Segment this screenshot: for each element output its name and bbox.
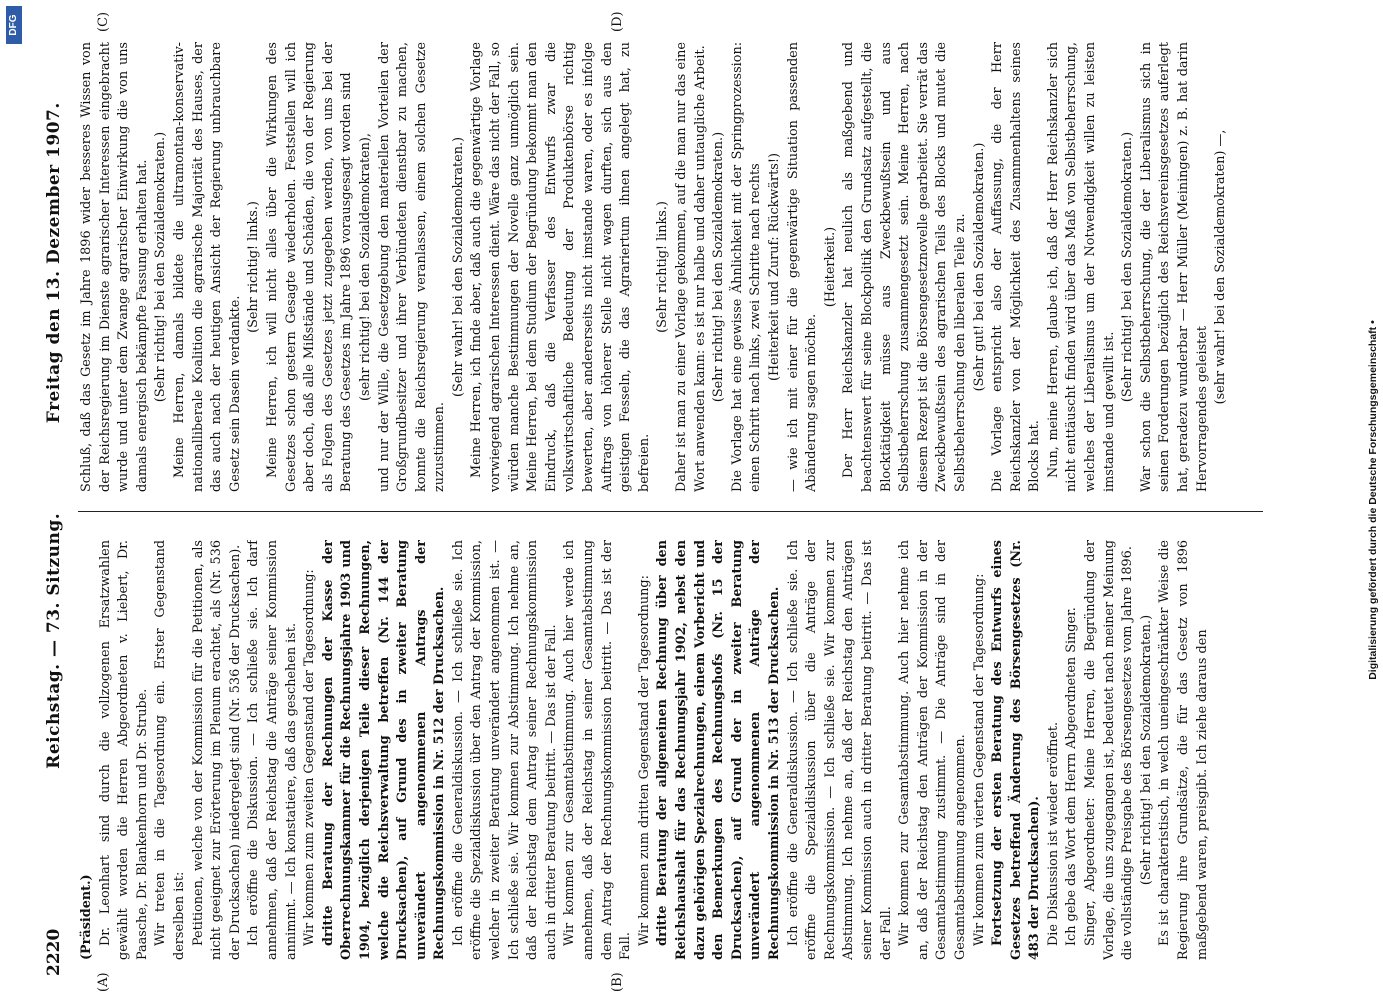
paragraph: Dr. Leonhart sind durch die vollzogenen Ersatzwahlen gewählt worden die Herren Abgeordneten v. Liebert, Dr. Paasche, Dr. Blankenhorn und Dr. Strube. [97,540,150,960]
margin-label-d: (D) [610,11,625,32]
paragraph: Schluß, daß das Gesetz im Jahre 1896 wider besseres Wissen von der Reichsregierung im Dienste agrarischer Interessen eingebracht wurde und unter dem Zwange agrarischer Einwirkung die von uns damals energisch bekämpfte Fassung erhalten hat. [79,42,150,492]
paragraph: Wir kommen zur Gesamtabstimmung. Auch hier werde ich annehmen, daß der Reichstag in seiner Gesamtabstimmung dem Antrag der Rechnungskommission beitritt. — Das ist der Fall. [562,540,634,960]
paragraph: und nur der Wille, die Gesetzgebung den materiellen Vorteilen der Großgrundbesitzer und ihrer Verbündeten dienstbar zu machen, konnte die Reichsregierung veranlassen, einem solchen Gesetze zuzustimmen. [376,42,448,492]
paragraph: Ich eröffne die Generaldiskussion. — Ich schließe sie. Ich eröffne die Spezialdiskussion über die Anträge der Rechnungskommission. — Ich schließe sie. Wir kommen zur Abstimmung. Ich nehme an, daß der Reichstag den Anträgen seiner Kommission auch in dritter Beratung beitritt. — Das ist der Fall. [785,540,894,960]
right-text-column [78,42,1263,492]
paragraph: (Präsident.) [79,874,94,960]
paragraph: Der Herr Reichskanzler hat neulich als maßgebend und beachtenswert für seine Blockpolitik den Grundsatz aufgestellt, die Blocktätigkeit müsse aus Zweckbewußtsein und aus Selbstbeherrschung zusammengesetzt sein. Meine Herren, nach diesem Rezept ist die Börsengesetznovelle gearbeitet. Sie verrät das Zweckbewußtsein des agrarischen Teils des Blocks und mutet die Selbstbeherrschung den liberalen Teile zu. [841,42,968,492]
column-divider [78,511,1263,512]
paragraph: (Heiterkeit und Zuruf: Rückwärts!) [766,153,782,381]
paragraph: (Sehr richtig! links.) [655,201,671,333]
paragraph: Daher ist man zu einer Vorlage gekommen, auf die man nur das eine Wort anwenden kann: es ist nur halbe und daher untaugliche Arbeit. [674,42,708,492]
session-title: Reichstag. — 73. Sitzung. [44,512,64,769]
paragraph: (Sehr wahr! bei den Sozialdemokraten.) [450,136,466,398]
paragraph: Wir kommen zum zweiten Gegenstand der Tagesordnung: [302,569,318,946]
paragraph: Meine Herren, ich finde aber, daß auch die gegenwärtige Vorlage vorwiegend agrarischen Interessen dient. Wäre das nicht der Fall, so würden manche Bestimmungen der Novelle ganz unmöglich sein. Meine Herren, bei dem Studium der Begründung bekommt man den Eindruck, daß die Verfasser des Entwurfs zwar die volkswirtschaftliche Bedeutung der Produktenbörse richtig bewerten, aber andererseits nicht imstande waren, oder es infolge Auftrags von höherer Stelle nicht wagen durften, sich aus den geistigen Fesseln, die das Agrariertum ihnen angelegt hat, zu befreien. [469,42,652,492]
paragraph: (Sehr richtig! bei den Sozialdemokraten.) [1120,131,1136,403]
paragraph: (sehr wahr! bei den Sozialdemokraten) —, [1213,129,1229,405]
paragraph: Ich eröffne die Diskussion. — Ich schließe sie. Ich darf annehmen, daß der Reichstag die Anträge seiner Kommission annimmt. — Ich konstatiere, daß das geschehen ist. [246,540,299,960]
paragraph: Meine Herren, damals bildete die ultramontan-konservativ-nationalliberale Koalition die agrarische Majorität des Hauses, der das auch nach der heutigen Ansicht der Regierung unbrauchbare Gesetz sein Dasein verdankte. [171,42,243,492]
page-number: 2220 [44,928,64,976]
paragraph: Ich gebe das Wort dem Herrn Abgeordneten Singer. [1064,607,1080,946]
paragraph: Wir kommen zum vierten Gegenstand der Tagesordnung: [971,573,987,946]
paragraph: War schon die Selbstbeherrschung, die der Liberalismus sich in seinen Forderungen bezüglich des Reichsvereinsgesetzes auferlegt hat, geradezu wunderbar — Herr Müller (Meiningen) z. B. hat darin Hervorragendes geleistet [1138,42,1210,492]
paragraph: Meine Herren, ich will nicht alles über die Wirkungen des Gesetzes schon gestern Gesagte wiederholen. Feststellen will ich aber doch, daß alle Mißstände und Schäden, die von der Regierung als Folgen des Gesetzes jetzt zugegeben werden, von uns bei der Beratung des Gesetzes im Jahre 1896 vorausgesagt worden sind [264,42,355,492]
paragraph: Wir treten in die Tagesordnung ein. Erster Gegenstand derselben ist: [153,540,187,960]
paragraph: Ich eröffne die Generaldiskussion. — Ich schließe sie. Ich eröffne die Spezialdiskussion über den Antrag der Kommission, welcher in zweiter Beratung unverändert angenommen ist. — Ich schließe sie. Wir kommen zur Abstimmung. Ich nehme an, daß der Reichstag dem Antrag seiner Rechnungskommission auch in dritter Beratung beitritt. — Das ist der Fall. [450,540,559,960]
paragraph: dritte Beratung der Rechnungen der Kasse der Oberrechnungskammer für die Rechnungsjahre 1903 und 1904, bezüglich derjenigen Teile dieser Rechnungen, welche die Reichsverwaltung betreffen (Nr. 144 der Drucksachen), auf Grund des in zweiter Beratung unverändert angenommenen Antrags der Rechnungskommission in Nr. 512 der Drucksachen. [320,540,448,960]
margin-label-a: (A) [96,972,111,992]
paragraph: dritte Beratung der allgemeinen Rechnung über den Reichshaushalt für das Rechnungsjahr 1902, nebst den dazu gehörigen Spezialrechnungen, einem Vorbericht und den Bemerkungen des Rechnungshofs (Nr. 15 der Drucksachen), auf Grund der in zweiter Beratung unverändert angenommenen Anträge der Rechnungskommission in Nr. 513 der Drucksachen. [655,540,782,960]
session-date: Freitag den 13. Dezember 1907. [44,102,64,424]
paragraph: (sehr richtig! bei den Sozialdemokraten), [357,133,373,401]
paragraph: Die Vorlage entspricht also der Auffassung, die der Herr Reichskanzler von der Möglichkeit des Zusammenhaltens seines Blocks hat. [990,42,1043,492]
paragraph: Singer, Abgeordneter: Meine Herren, die Begründung der Vorlage, die uns zugegangen ist, bedeutet nach meiner Meinung die vollständige Preisgabe des Börsengesetzes vom Jahre 1896. [1083,540,1136,960]
paragraph: (Sehr richtig! bei den Sozialdemokraten.) [153,131,169,403]
paragraph: Es ist charakteristisch, in welch uneingeschränkter Weise die Regierung ihre Grundsätze, die für das Gesetz von 1896 maßgebend waren, preisgibt. Ich ziehe daraus den [1157,540,1210,960]
margin-label-b: (B) [610,972,625,992]
paragraph: Nun, meine Herren, glaube ich, daß der Herr Reichskanzler sich nicht enttäuscht finden wird über das Maß von Selbstbeherrschung, welches der Liberalismus um der Notwendigkeit willen zu leisten imstande und gewillt ist. [1045,42,1117,492]
paragraph: Wir kommen zur Gesamtabstimmung. Auch hier nehme ich an, daß der Reichstag den Anträgen der Kommission in der Gesamtabstimmung zustimmt. — Die Anträge sind in der Gesamtabstimmung angenommen. [897,540,968,960]
paragraph: Fortsetzung der ersten Beratung des Entwurfs eines Gesetzes betreffend Änderung des Börsengesetzes (Nr. 483 der Drucksachen). [990,540,1043,960]
paragraph: (Sehr richtig! links.) [246,201,262,333]
paragraph: Petitionen, welche von der Kommission für die Petitionen, als nicht geeignet zur Erörterung im Plenum erachtet, als (Nr. 536 der Drucksachen) niedergelegt sind (Nr. 536 der Drucksachen). [190,540,243,960]
margin-label-c: (C) [96,11,111,32]
paragraph: Wir kommen zum dritten Gegenstand der Tagesordnung: [636,575,652,946]
paragraph: (Sehr richtig! bei den Sozialdemokraten.) [1138,614,1154,886]
dfg-logo: DFG [6,6,22,44]
paragraph: (Heiterkeit.) [822,226,838,308]
paragraph: (Sehr richtig! bei den Sozialdemokraten.) [711,131,727,403]
page-header [40,20,70,980]
paragraph: — wie ich mit einer für die gegenwärtige Situation passenden Abänderung sagen möchte. [785,42,820,492]
digitization-footer: Digitalisierung gefördert durch die Deutsche Forschungsgemeinschaft • [1367,320,1379,680]
paragraph: Die Vorlage hat eine gewisse Ähnlichkeit mit der Springprozession: einen Schritt nach links, zwei Schritte nach rechts [729,42,764,492]
paragraph: Die Diskussion ist wieder eröffnet. [1045,721,1061,946]
paragraph: (Sehr gut! bei den Sozialdemokraten.) [971,142,987,392]
left-text-column [78,540,1263,960]
